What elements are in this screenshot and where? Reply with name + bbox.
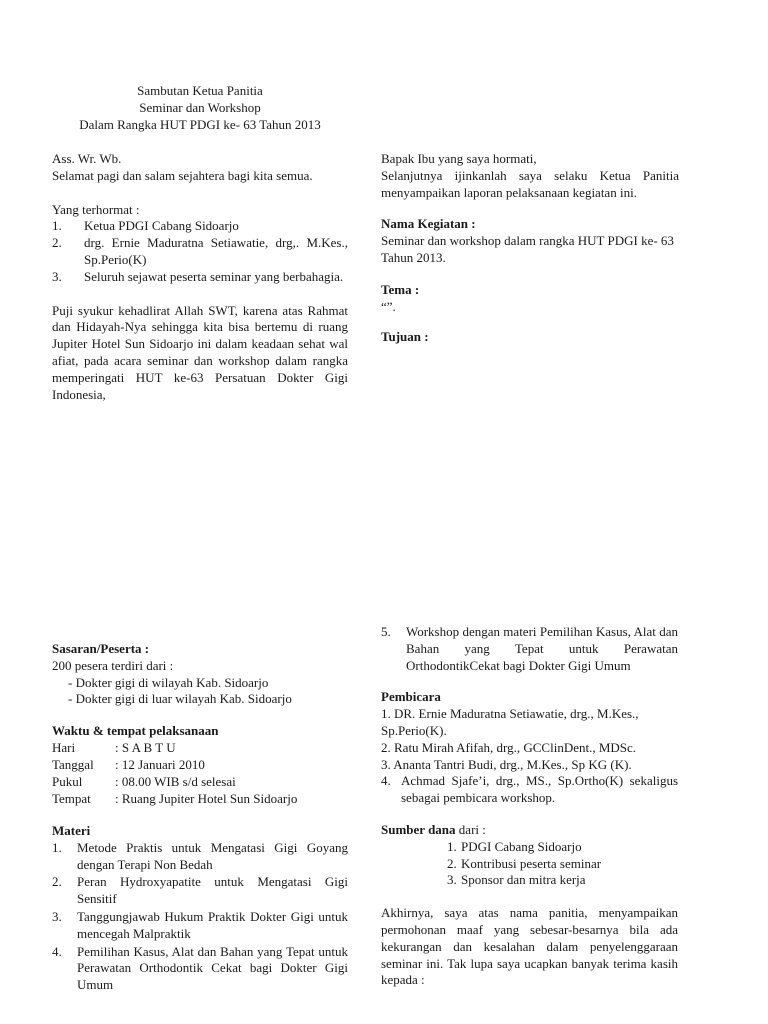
materi-text: Pemilihan Kasus, Alat dan Bahan yang Tepat untuk Perawatan Orthodontik Cekat bagi Dokter Gigi Umum [77,943,348,993]
intro-paragraph: Selanjutnya ijinkanlah saya selaku Ketua Panitia menyampaikan laporan pelaksanaan kegiatan ini. [381,167,679,200]
respected-text: drg. Ernie Maduratna Setiawatie, drg,. M.Kes., Sp.Perio(K) [84,235,348,267]
waktu-label: Tempat [52,790,91,806]
materi-item [52,909,348,943]
sasaran-text: 200 pesera terdiri dari : [52,657,174,673]
pembicara-num: 3. [381,756,391,772]
right-top-column [381,151,679,346]
respected-label: Yang terhormat : [52,201,140,217]
document-title [52,82,348,133]
greeting-line-1: Ass. Wr. Wb. [52,151,122,166]
materi-num: 4. [52,943,62,959]
respected-item [52,218,348,235]
respected-text: Seluruh sejawat peserta seminar yang berbahagia. [84,268,344,284]
materi-num: 1. [52,839,62,855]
pembicara-num: 2. [381,739,391,755]
sumber-item [381,856,678,873]
materi-text: Workshop dengan materi Pemilihan Kasus, Alat dan Bahan yang Tepat untuk Perawatan OrthodontikCekat bagi Dokter Gigi Umum [406,624,678,673]
pembicara-item [381,773,678,807]
waktu-row [52,740,348,757]
materi-item [52,874,348,908]
left-top-column [52,151,348,403]
tema-text: “”. [381,298,396,314]
sumber-text: PDGI Cabang Sidoarjo [461,838,582,854]
sumber-item [381,839,678,856]
sumber-item [381,872,678,889]
sumber-text: Sponsor dan mitra kerja [461,872,586,888]
tujuan-heading: Tujuan : [381,329,429,345]
materi-num: 5. [381,624,391,639]
nama-kegiatan-heading: Nama Kegiatan : [381,216,476,232]
right-bottom-column [381,624,678,989]
title-line-3: Dalam Rangka HUT PDGI ke- 63 Tahun 2013 [79,117,321,132]
respected-num: 2. [52,235,62,251]
waktu-value: : S A B T U [115,739,176,755]
waktu-row [52,774,348,791]
waktu-label: Hari [52,739,76,755]
pembicara-text: DR. Ernie Maduratna Setiawatie, drg., M.Kes., Sp.Perio(K). [381,706,639,738]
pembicara-item [381,740,678,757]
respected-num: 1. [52,218,62,234]
closing-paragraph: Akhirnya, saya atas nama panitia, menyampaikan permohonan maaf yang sebesar-besarnya bila ada kekurangan dan kesalahan dalam penyelenggaraan seminar ini. Tak lupa saya ucapkan banyak terima kasih kepada : [381,905,678,988]
materi-text: Metode Praktis untuk Mengatasi Gigi Goyang dengan Terapi Non Bedah [77,839,348,872]
waktu-value: : Ruang Jupiter Hotel Sun Sidoarjo [115,790,298,806]
waktu-value: : 08.00 WIB s/d selesai [115,773,236,789]
materi-text: Peran Hydroxyapatite untuk Mengatasi Gigi Sensitif [77,874,348,907]
sumber-num: 3. [447,872,457,888]
waktu-row [52,757,348,774]
sumber-dana-line [381,822,678,839]
opening-paragraph: Puji syukur kehadlirat Allah SWT, karena atas Rahmat dan Hidayah-Nya sehingga kita bisa bertemu di ruang Jupiter Hotel Sun Sidoarjo ini dalam keadaan sehat wal afiat, pada acara seminar dan workshop dalam rangka memperingati HUT ke-63 Persatuan Dokter Gigi Indonesia, [52,302,348,402]
waktu-heading: Waktu & tempat pelaksanaan [52,723,219,739]
sumber-heading: Sumber dana [381,821,456,837]
respected-item [52,235,348,269]
respected-item [52,269,348,286]
sasaran-item: - Dokter gigi di wilayah Kab. Sidoarjo [68,674,269,690]
pembicara-text: Ananta Tantri Budi, drg., M.Kes., Sp KG (K). [393,756,632,772]
title-line-2: Seminar dan Workshop [139,100,261,115]
respected-text: Ketua PDGI Cabang Sidoarjo [84,218,239,234]
pembicara-num: 1. [381,706,391,722]
waktu-label: Pukul [52,773,83,789]
pembicara-item [381,706,678,740]
materi-item [52,944,348,994]
materi-item-5 [381,624,678,674]
nama-kegiatan-text: Seminar dan workshop dalam rangka HUT PDGI ke- 63 Tahun 2013. [381,233,674,265]
materi-text: Tanggungjawab Hukum Praktik Dokter Gigi untuk mencegah Malpraktik [77,908,348,941]
pembicara-num: 4. [381,773,391,789]
sasaran-heading: Sasaran/Peserta : [52,641,150,656]
sumber-suffix: dari : [455,821,486,837]
materi-num: 2. [52,874,62,890]
pembicara-text: Ratu Mirah Afifah, drg., GCClinDent., MDSc. [394,739,637,755]
pembicara-text: Achmad Sjafe’i, drg., MS., Sp.Ortho(K) sekaligus sebagai pembicara workshop. [401,773,678,806]
left-bottom-column [52,641,348,994]
waktu-label: Tanggal [52,756,94,772]
pembicara-heading: Pembicara [381,689,441,705]
materi-item [52,840,348,874]
sumber-text: Kontribusi peserta seminar [461,855,602,871]
materi-num: 3. [52,908,62,924]
materi-heading: Materi [52,822,91,838]
waktu-value: : 12 Januari 2010 [115,756,205,772]
greeting-line-2: Selamat pagi dan salam sejahtera bagi kita semua. [52,167,313,183]
sasaran-item: - Dokter gigi di luar wilayah Kab. Sidoarjo [68,691,292,707]
tema-heading: Tema : [381,281,420,297]
respected-num: 3. [52,268,62,284]
waktu-row [52,791,348,808]
salutation: Bapak Ibu yang saya hormati, [381,151,537,166]
sumber-num: 2. [447,855,457,871]
title-line-1: Sambutan Ketua Panitia [137,83,263,98]
pembicara-item [381,757,678,774]
sumber-num: 1. [447,838,457,854]
